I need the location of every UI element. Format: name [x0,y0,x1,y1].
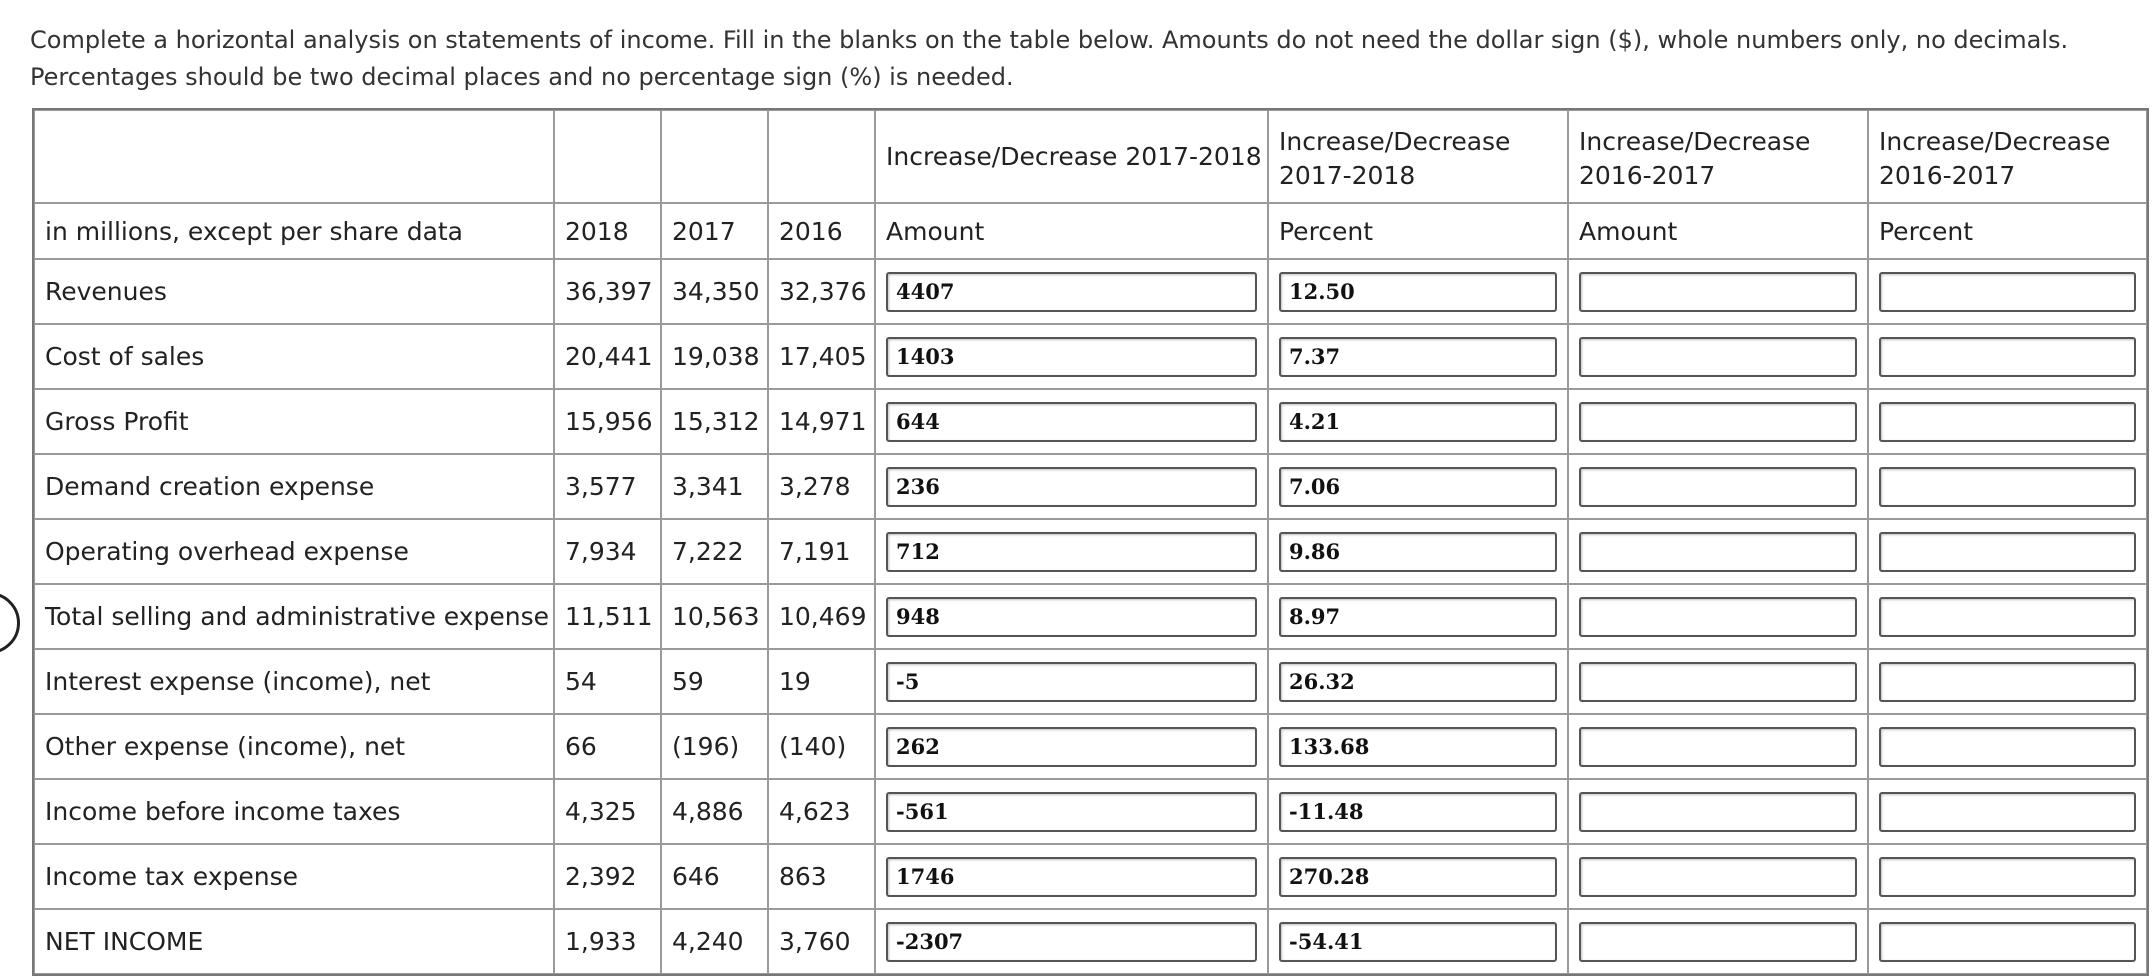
percent-change-2017-2018-input[interactable] [1279,337,1557,377]
value-2016: 4,623 [768,779,875,844]
input-cell [1568,779,1868,844]
percent-change-2017-2018-input[interactable] [1279,922,1557,962]
percent-change-2017-2018-input[interactable] [1279,402,1557,442]
percent-change-2017-2018-input[interactable] [1279,467,1557,507]
value-2017: 3,341 [661,454,768,519]
percent-change-2016-2017-input[interactable] [1879,272,2136,312]
value-2018: 54 [554,649,661,714]
header-cell [554,110,661,203]
header-row-columns [34,203,2147,259]
value-2016: 32,376 [768,259,875,324]
input-cell [1568,324,1868,389]
percent-change-2017-2018-input[interactable] [1279,792,1557,832]
input-cell [1868,649,2147,714]
value-2016: 17,405 [768,324,875,389]
percent-change-2016-2017-input[interactable] [1879,922,2136,962]
percent-change-2017-2018-input[interactable] [1279,597,1557,637]
input-cell [1268,389,1568,454]
input-cell [875,714,1268,779]
input-cell [1868,714,2147,779]
input-cell [1268,454,1568,519]
input-cell [875,779,1268,844]
percent-change-2016-2017-input[interactable] [1879,532,2136,572]
amount-change-2017-2018-input[interactable] [886,337,1257,377]
input-cell [1568,519,1868,584]
input-cell [1868,389,2147,454]
value-2018: 15,956 [554,389,661,454]
input-cell [1868,844,2147,909]
value-2017: 4,240 [661,909,768,974]
percent-change-2016-2017-input[interactable] [1879,402,2136,442]
table-row [34,454,2147,519]
amount-change-2017-2018-input[interactable] [886,857,1257,897]
percent-change-2016-2017-input[interactable] [1879,597,2136,637]
instructions-text: Complete a horizontal analysis on statements of income. Fill in the blanks on the table below. Amounts do not need the dollar sign ($), whole numbers only, no decimals. Percentages should be two decimal places and no percentage sign (%) is needed. [30,26,2069,91]
input-cell [1568,909,1868,974]
input-cell [875,324,1268,389]
amount-change-2016-2017-input[interactable] [1579,662,1857,702]
input-cell [875,844,1268,909]
amount-change-2017-2018-input[interactable] [886,792,1257,832]
table-row [34,519,2147,584]
header-cell [768,110,875,203]
input-cell [1268,714,1568,779]
row-label: Total selling and administrative expense [34,584,554,649]
value-2016: 14,971 [768,389,875,454]
percent-change-2016-2017-input[interactable] [1879,727,2136,767]
input-cell [1868,779,2147,844]
header-percent: Percent [1868,203,2147,259]
value-2017: 19,038 [661,324,768,389]
table-row [34,844,2147,909]
input-cell [1268,584,1568,649]
table-row [34,779,2147,844]
value-2018: 7,934 [554,519,661,584]
circle-mark [0,592,20,654]
percent-change-2017-2018-input[interactable] [1279,272,1557,312]
percent-change-2017-2018-input[interactable] [1279,532,1557,572]
value-2018: 66 [554,714,661,779]
value-2016: (140) [768,714,875,779]
row-label: Demand creation expense [34,454,554,519]
input-cell [1868,259,2147,324]
value-2016: 7,191 [768,519,875,584]
row-label: Operating overhead expense [34,519,554,584]
amount-change-2016-2017-input[interactable] [1579,597,1857,637]
header-change-percent-2016-2017: Increase/Decrease 2016-2017 [1868,110,2147,203]
value-2018: 2,392 [554,844,661,909]
input-cell [875,649,1268,714]
table-row [34,259,2147,324]
input-cell [1568,454,1868,519]
row-label: NET INCOME [34,909,554,974]
amount-change-2016-2017-input[interactable] [1579,727,1857,767]
row-label: Cost of sales [34,324,554,389]
amount-change-2016-2017-input[interactable] [1579,402,1857,442]
table-row [34,909,2147,974]
percent-change-2016-2017-input[interactable] [1879,792,2136,832]
input-cell [875,259,1268,324]
value-2018: 11,511 [554,584,661,649]
percent-change-2017-2018-input[interactable] [1279,727,1557,767]
input-cell [1868,454,2147,519]
input-cell [875,389,1268,454]
header-change-percent-2017-2018: Increase/Decrease 2017-2018 [1268,110,1568,203]
input-cell [875,519,1268,584]
header-units: in millions, except per share data [34,203,554,259]
amount-change-2016-2017-input[interactable] [1579,857,1857,897]
amount-change-2017-2018-input[interactable] [886,532,1257,572]
value-2017: 7,222 [661,519,768,584]
amount-change-2016-2017-input[interactable] [1579,337,1857,377]
value-2017: 4,886 [661,779,768,844]
row-label: Income before income taxes [34,779,554,844]
amount-change-2017-2018-input[interactable] [886,597,1257,637]
amount-change-2017-2018-input[interactable] [886,662,1257,702]
horizontal-analysis-table [32,108,2149,976]
input-cell [1568,649,1868,714]
value-2017: 34,350 [661,259,768,324]
value-2016: 863 [768,844,875,909]
input-cell [875,909,1268,974]
header-amount: Amount [875,203,1268,259]
row-label: Revenues [34,259,554,324]
value-2018: 1,933 [554,909,661,974]
table-row [34,389,2147,454]
header-cell [661,110,768,203]
header-year-2016: 2016 [768,203,875,259]
input-cell [1568,259,1868,324]
value-2016: 19 [768,649,875,714]
amount-change-2016-2017-input[interactable] [1579,272,1857,312]
table-row [34,714,2147,779]
input-cell [1268,649,1568,714]
value-2017: 59 [661,649,768,714]
input-cell [1268,324,1568,389]
value-2018: 4,325 [554,779,661,844]
value-2018: 36,397 [554,259,661,324]
header-year-2018: 2018 [554,203,661,259]
percent-change-2016-2017-input[interactable] [1879,857,2136,897]
input-cell [1568,584,1868,649]
input-cell [1868,584,2147,649]
input-cell [1568,714,1868,779]
row-label: Income tax expense [34,844,554,909]
input-cell [1868,324,2147,389]
value-2017: 15,312 [661,389,768,454]
input-cell [1568,389,1868,454]
amount-change-2016-2017-input[interactable] [1579,532,1857,572]
percent-change-2017-2018-input[interactable] [1279,857,1557,897]
amount-change-2017-2018-input[interactable] [886,402,1257,442]
input-cell [1868,909,2147,974]
input-cell [1268,259,1568,324]
value-2016: 10,469 [768,584,875,649]
amount-change-2016-2017-input[interactable] [1579,922,1857,962]
row-label: Gross Profit [34,389,554,454]
table-row [34,584,2147,649]
table-row [34,649,2147,714]
row-label: Other expense (income), net [34,714,554,779]
value-2017: 646 [661,844,768,909]
amount-change-2017-2018-input[interactable] [886,922,1257,962]
header-percent: Percent [1268,203,1568,259]
value-2017: 10,563 [661,584,768,649]
value-2018: 20,441 [554,324,661,389]
input-cell [1268,844,1568,909]
input-cell [1568,844,1868,909]
percent-change-2016-2017-input[interactable] [1879,337,2136,377]
value-2017: (196) [661,714,768,779]
header-amount: Amount [1568,203,1868,259]
percent-change-2016-2017-input[interactable] [1879,467,2136,507]
input-cell [875,584,1268,649]
amount-change-2017-2018-input[interactable] [886,272,1257,312]
input-cell [1268,779,1568,844]
header-year-2017: 2017 [661,203,768,259]
input-cell [1868,519,2147,584]
amount-change-2017-2018-input[interactable] [886,727,1257,767]
input-cell [875,454,1268,519]
input-cell [1268,519,1568,584]
amount-change-2016-2017-input[interactable] [1579,792,1857,832]
table-row [34,324,2147,389]
value-2016: 3,760 [768,909,875,974]
header-row-periods [34,110,2147,203]
amount-change-2016-2017-input[interactable] [1579,467,1857,507]
amount-change-2017-2018-input[interactable] [886,467,1257,507]
header-change-amount-2016-2017: Increase/Decrease 2016-2017 [1568,110,1868,203]
percent-change-2016-2017-input[interactable] [1879,662,2136,702]
row-label: Interest expense (income), net [34,649,554,714]
header-cell [34,110,554,203]
value-2018: 3,577 [554,454,661,519]
value-2016: 3,278 [768,454,875,519]
header-change-amount-2017-2018: Increase/Decrease 2017-2018 [875,110,1268,203]
percent-change-2017-2018-input[interactable] [1279,662,1557,702]
input-cell [1268,909,1568,974]
